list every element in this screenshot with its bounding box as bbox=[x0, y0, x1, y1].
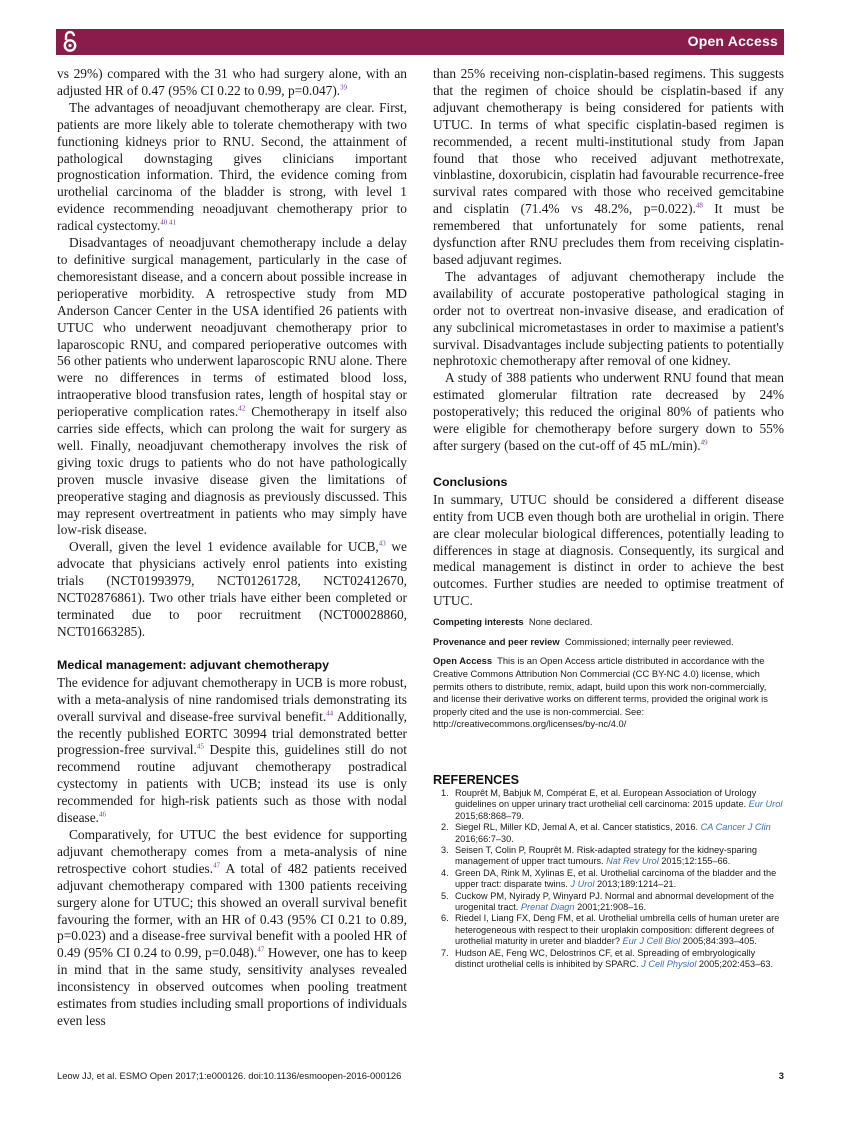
reference-details: 2016;66:7–30. bbox=[455, 833, 514, 844]
reference-number: 4. bbox=[441, 867, 449, 878]
citation-link[interactable]: 47 bbox=[213, 861, 221, 870]
reference-item bbox=[433, 788, 784, 822]
open-access-license: Open Access This is an Open Access article distributed in accordance with the Creative Commons Attribution Non Commercial (CC BY-NC 4.0) license, which permits others to distribute, remix, adapt, build upon this work non-commercially, and license their derivative works on different terms, provided the original work is properly cited and the use is non-commercial. See: http://creativecommons.org/licenses/by-nc/4.0/ bbox=[433, 655, 768, 730]
reference-item bbox=[433, 822, 784, 845]
reference-text: Rouprêt M, Babjuk M, Compérat E, et al. European Association of Urology guidelines on upper urinary tract urothelial cell carcinoma: 2015 update. bbox=[455, 787, 757, 810]
paragraph: Disadvantages of neoadjuvant chemotherapy include a delay to definitive surgical management, particularly in the case of chemoresistant disease, and a concern about possible increase in perioperative morbidity. A retrospective study from MD Anderson Cancer Center in the USA identified 26 patients with UTUC who underwent neoadjuvant chemotherapy prior to laparoscopic RNU, and compared perioperative outcomes with 56 other patients who underwent laparoscopic RNU alone. There were no differences in terms of estimated blood loss, intraoperative blood transfusion rates, length of hospital stay or perioperative complication rates.$^{42}$ Chemotherapy in itself also carries side effects, which can prolong the wait for surgery as well. Finally, neoadjuvant chemotherapy involves the risk of giving toxic drugs to patients who do not have pathologically proven muscle invasive disease given the limitations of preoperative staging and diagnosis as previously discussed. This may represent overtreatment in patients who may simply have low-risk disease. bbox=[57, 235, 407, 538]
section-heading: Medical management: adjuvant chemotherapy bbox=[57, 657, 329, 672]
reference-list bbox=[433, 788, 784, 971]
open-access-lock-icon bbox=[62, 30, 78, 54]
reference-text: Cuckow PM, Nyirady P, Winyard PJ. Normal and abnormal development of the urogenital tract. bbox=[455, 890, 774, 912]
reference-number: 7. bbox=[441, 947, 449, 958]
reference-text: Riedel I, Liang FX, Deng FM, et al. Urothelial umbrella cells of human ureter are heterogeneous with respect to their uroplakin composition: different degrees of urothelial maturity in ureter and bladder? bbox=[455, 913, 780, 947]
reference-details: 2005;202:453–63. bbox=[696, 959, 774, 970]
references-heading: REFERENCES bbox=[433, 772, 520, 787]
open-access-banner bbox=[56, 29, 784, 55]
reference-journal-link[interactable]: Nat Rev Urol bbox=[606, 856, 659, 867]
reference-journal-link[interactable]: Prenat Diagn bbox=[520, 902, 575, 912]
paragraph: The advantages of adjuvant chemotherapy include the availability of accurate postoperative pathological staging in order not to overtreat non-invasive disease, and eradication of any subclinical micrometastases in order to maximise a patient's survival. Disadvantages include subjecting patients to potentially nephrotoxic chemotherapy after removal of one kidney. bbox=[433, 268, 784, 369]
citation-link[interactable]: 42 bbox=[238, 404, 246, 413]
reference-details: 2013;189:1214–21. bbox=[594, 879, 677, 890]
conclusions-paragraph: In summary, UTUC should be considered a different disease entity from UCB even though both are urothelial in origin. There are clear molecular biological differences, potentially leading to differences in stage at diagnosis. Consequently, its surgical and medical management is distinct in order to achieve the best outcomes. Further studies are needed to optimise treatment of UTUC. bbox=[433, 491, 784, 609]
reference-text: Siegel RL, Miller KD, Jemal A, et al. Cancer statistics, 2016. bbox=[455, 822, 701, 833]
reference-number: 6. bbox=[441, 913, 449, 924]
citation-link[interactable]: 47 bbox=[257, 945, 265, 954]
reference-item bbox=[433, 845, 784, 868]
paragraph: vs 29%) compared with the 31 who had surgery alone, with an adjusted HR of 0.47 (95% CI 0.22 to 0.99, p=0.047).$^{39}$ bbox=[57, 66, 407, 98]
reference-number: 1. bbox=[441, 787, 449, 798]
reference-text: Hudson AE, Feng WC, Delostrinos CF, et al. Spreading of embryologically distinct urothelial cells is inhibited by SPARC. bbox=[455, 947, 756, 970]
paragraph: The evidence for adjuvant chemotherapy in UCB is more robust, with a meta-analysis of nine randomised trials demonstrating its overall survival and disease-free survival benefit.$^{44}$ Additionally, the recently published EORTC 30994 trial demonstrated better progression-free survival.$^{45}$ Despite this, guidelines still do not recommend routine adjuvant chemotherapy postradical cystectomy in patients with UCB; instead its use is only recommended for high-risk patients such as those with nodal disease.$^{46}$ bbox=[57, 674, 407, 826]
citation-link[interactable]: 46 bbox=[99, 810, 107, 819]
reference-text: Seisen T, Colin P, Rouprêt M. Risk-adapted strategy for the kidney-sparing management of upper tract tumours. bbox=[455, 844, 757, 867]
reference-number: 2. bbox=[441, 822, 449, 833]
citation-link[interactable]: 44 bbox=[326, 709, 334, 718]
paragraph: Comparatively, for UTUC the best evidence for supporting adjuvant chemotherapy comes from a meta-analysis of nine retrospective cohort studies.$^{47}$ A total of 482 patients received adjuvant chemotherapy compared with 1300 patients receiving surgery alone for UTUC; this showed an overall survival benefit favouring the former, with an HR of 0.43 (95% CI 0.21 to 0.89, p=0.023) and a disease-free survival benefit with a pooled HR of 0.49 (95% CI 0.24 to 0.99, p=0.048).$^{47}$ However, one has to keep in mind that in the same study, sensitivity analyses revealed inconsistency in observed outcomes when pooling treatment estimates from studies including small proportions of individuals even less bbox=[57, 826, 407, 1028]
citation-link[interactable]: 49 bbox=[700, 438, 708, 447]
reference-journal-link[interactable]: J Cell Physiol bbox=[641, 959, 697, 970]
reference-item bbox=[433, 891, 784, 914]
page-footer bbox=[57, 1070, 784, 1084]
page-number: 3 bbox=[778, 1070, 784, 1081]
paragraph: The advantages of neoadjuvant chemotherapy are clear. First, patients are more likely able to tolerate chemotherapy with two functioning kidneys prior to RNU. Second, the attainment of pathological downstaging gives clinicians important prognostication information. Third, the evidence coming from urothelial carcinoma of the bladder is strong, with level 1 evidence recommending neoadjuvant chemotherapy prior to radical cystectomy.$^{40 41}$ bbox=[57, 99, 407, 234]
reference-item bbox=[433, 868, 784, 891]
paragraph: than 25% receiving non-cisplatin-based regimens. This suggests that the regimen of choice should be cisplatin-based if any adjuvant chemotherapy is being considered for patients with UTUC. In terms of what specific cisplatin-based regimen is recommended, a recent multi-institutional study from Japan found that those who received adjuvant methotrexate, vinblastine, doxorubicin, cisplatin had favourable recurrence-free survival rates compared with those who received gemcitabine and cisplatin (71.4% vs 48.2%, p=0.022).$^{48}$ It must be remembered that unfortunately for some patients, renal dysfunction after RNU precludes them from receiving cisplatin-based adjuvant regimes. bbox=[433, 66, 785, 267]
left-column bbox=[57, 66, 407, 1030]
reference-journal-link[interactable]: Eur J Cell Biol bbox=[622, 936, 681, 947]
citation-link[interactable]: 43 bbox=[378, 539, 386, 548]
reference-details: 2015;12:155–66. bbox=[658, 856, 731, 867]
reference-details: 2001;21:908–16. bbox=[574, 902, 647, 912]
reference-journal-link[interactable]: Eur Urol bbox=[748, 799, 783, 810]
reference-journal-link[interactable]: J Urol bbox=[570, 879, 595, 890]
citation-link[interactable]: 45 bbox=[196, 742, 204, 751]
paragraph: A study of 388 patients who underwent RNU found that mean estimated glomerular filtration rate decreased by 24% postoperatively; this reduced the original 80% of patients who were eligible for chemotherapy before surgery down to 55% after surgery (based on the cut-off of 45 mL/min).$^{49}$ bbox=[433, 370, 784, 453]
reference-number: 5. bbox=[441, 890, 449, 901]
paragraph: Overall, given the level 1 evidence available for UCB,$^{43}$ we advocate that physicians actively enrol patients into existing trials (NCT01993979, NCT01261728, NCT02412670, NCT02876861). Two other trials have either been completed or terminated due to poor recruitment (NCT00028860, NCT01663285). bbox=[57, 539, 407, 639]
citation-link[interactable]: 48 bbox=[695, 201, 703, 210]
reference-details: 2005;84:393–405. bbox=[680, 936, 757, 947]
open-access-label: Open Access bbox=[687, 33, 778, 49]
reference-number: 3. bbox=[441, 844, 449, 855]
citation-link[interactable]: 40 41 bbox=[160, 218, 176, 227]
conclusions-heading: Conclusions bbox=[433, 474, 508, 489]
reference-item bbox=[433, 948, 784, 971]
reference-text: Green DA, Rink M, Xylinas E, et al. Urothelial carcinoma of the bladder and the upper tract: disparate twins. bbox=[455, 867, 777, 890]
competing-interests: Competing interests None declared. bbox=[433, 616, 593, 628]
right-column bbox=[433, 66, 784, 970]
citation-link[interactable]: 39 bbox=[340, 83, 348, 92]
reference-details: 2015;68:868–79. bbox=[455, 810, 524, 821]
footer-citation: Leow JJ, et al. ESMO Open 2017;1:e000126. doi:10.1136/esmoopen-2016-000126 bbox=[57, 1070, 402, 1081]
reference-item bbox=[433, 913, 784, 947]
provenance-note: Provenance and peer review Commissioned; internally peer reviewed. bbox=[433, 635, 734, 647]
reference-journal-link[interactable]: CA Cancer J Clin bbox=[700, 822, 771, 833]
